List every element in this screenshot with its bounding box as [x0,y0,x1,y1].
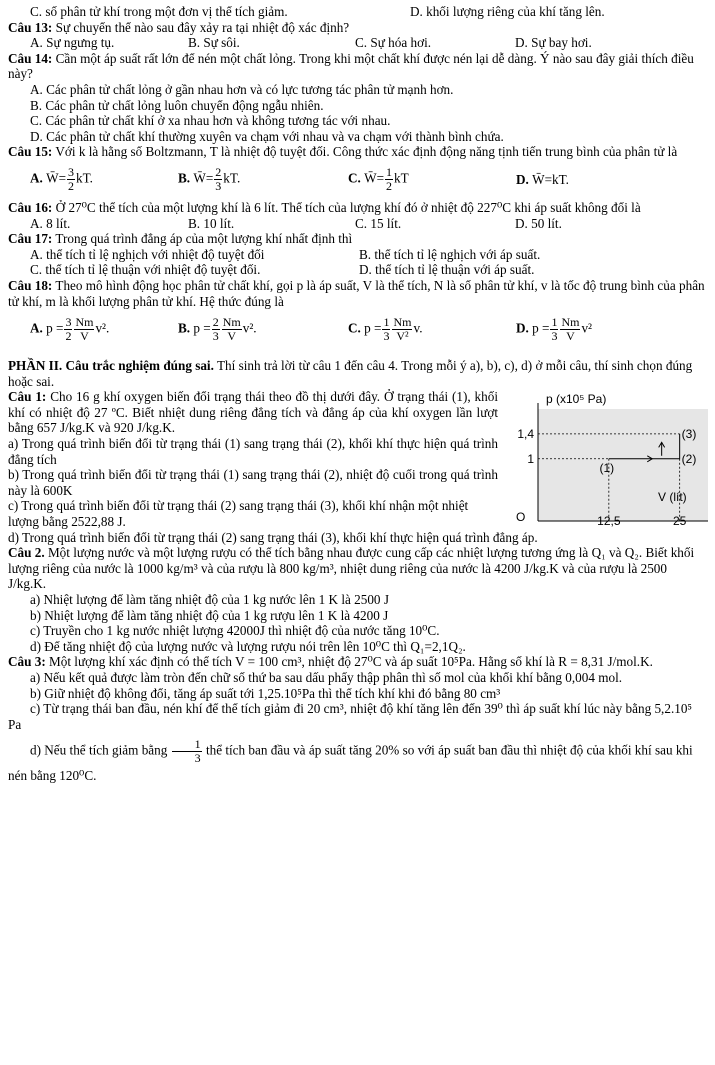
q13-option-c: C. Sự hóa hơi. [355,35,432,51]
q13-option-b: B. Sự sôi. [188,35,240,51]
fraction-denominator: 3 [212,328,219,343]
formula-fraction [550,316,558,343]
q17-options-ab [8,247,707,263]
fraction-numerator: Nm [75,314,94,329]
formula-fraction [392,316,412,343]
x-tick-label: 25 [672,514,687,529]
y-axis-label: p (x10⁵ Pa) [546,392,607,407]
q15-option-a [8,166,178,193]
q18-options [8,309,707,349]
fraction-denominator: 2 [386,179,393,194]
formula-lhs: p = [46,320,64,336]
formula-tail: kT. [223,170,241,186]
fraction-numerator: 1 [383,314,390,329]
q3-statement-b: b) Giữ nhiệt độ không đổi, tăng áp suất tới 1,25.10⁵Pa thì thể tích khí khi đó bằng 80 cm³ [30,685,501,701]
point-label: (1) [599,461,615,476]
formula-fraction [222,316,242,343]
part2-question-2: Câu 2. Một lượng nước và một lượng rượu có thể tích bằng nhau được cung cấp các nhiệt lượng tương ứng là Q₁ và Q₂. Biết khối lượng riêng của nước là 1000 kg/m³ và của rượu là 800 kg/m³, nhiệt dung riêng của nước là 4200 J/kg.K và của rượu là 2500 J/kg.K. [8,545,695,592]
formula-lhs: p = [364,320,382,336]
fraction-numerator: 1 [386,165,393,180]
x-tick-label: 12,5 [597,514,621,529]
y-tick-label: 1 [527,452,534,467]
formula-fraction [560,316,580,343]
fraction-numerator: Nm [222,314,241,329]
q17-option-c: C. thể tích tỉ lệ thuận với nhiệt độ tuyệt đối. [30,262,261,278]
q12-option-d: D. khối lượng riêng của khí tăng lên. [410,4,605,19]
question-18: Câu 18: Theo mô hình động học phân tử chất khí, gọi p là áp suất, V là thể tích, N là số phân tử khí, v là tốc độ trung bình của phân tử khí, m là khối lượng phân tử khí. Hệ thức đúng là [8,277,705,309]
question-17: Câu 17: Trong quá trình đẳng áp của một lượng khí nhất định thì [8,231,353,247]
part-2-heading: PHẦN II. Câu trắc nghiệm đúng sai. Thí sinh trả lời từ câu 1 đến câu 4. Trong mỗi ý a), b), c), d) ở mỗi câu, thí sinh chọn đúng hoặc sai. [8,358,693,389]
question-1-block [8,389,707,545]
fraction-numerator: Nm [561,314,580,329]
q14-option-a: A. Các phân tử chất lỏng ở gần nhau hơn và có lực tương tác phân tử mạnh hơn. [30,81,454,97]
q14-option-b: B. Các phân tử chất lỏng luôn chuyển động ngẫu nhiên. [30,97,324,113]
formula-fraction [64,316,72,343]
origin-label: O [516,510,526,525]
q16-option-a: A. 8 lít. [30,215,71,231]
formula-tail: v. [413,320,423,336]
fraction-numerator: Nm [393,314,412,329]
q2-statement-a: a) Nhiệt lượng để làm tăng nhiệt độ của 1 kg nước lên 1 K là 2500 J [30,592,389,607]
q13-option-a: A. Sự ngưng tụ. [30,35,115,51]
q3-statement-d: d) Nếu thể tích giảm bằng $\frac{1}{3}$ thể tích ban đầu và áp suất tăng 20% so với áp suất ban đầu thì nhiệt độ của khối khí sau khi nén bằng 120⁰C. [8,737,693,784]
fraction-denominator: 3 [383,328,390,343]
option-label: B. [178,320,194,336]
q1-statement-a: a) Trong quá trình biến đổi từ trạng thái (1) sang trạng thái (2), khối khí thực hiện quá trình đẳng tích [8,436,498,467]
q1-statement-b: b) Trong quá trình biến đổi từ trạng thái (1) sang trạng thái (2), nhiệt độ cuối trong quá trình này là 600K [8,467,498,498]
option-label: A. [30,320,47,336]
option-label: A. [30,170,47,186]
q1-statement-c: c) Trong quá trình biến đổi từ trạng thái (2) sang trạng thái (3), khối khí nhận một nhiệt lượng bằng 2522,88 J. [8,498,469,530]
formula-fraction [74,316,94,343]
fraction-denominator: 3 [215,179,222,194]
q18-option-c [348,316,516,343]
x-axis-label: V (lít) [658,490,687,505]
part2-question-3: Câu 3: Một lượng khí xác định có thể tích V = 100 cm³, nhiệt độ 27⁰C và áp suất 10⁵Pa. Hằng số khí là R = 8,31 J/mol.K. [8,654,653,670]
q17-options-cd [8,262,707,278]
formula-tail: kT. [76,170,93,186]
point-label: (2) [681,452,697,467]
document-page [8,4,707,787]
q3-statement-a: a) Nếu kết quả được làm tròn đến chữ số thứ ba sau dấu phẩy thập phân thì số mol của khối khí bằng 0,004 mol. [30,669,623,685]
formula-tail: v² [581,320,593,336]
q16-option-d: D. 50 lít. [515,215,562,231]
fraction-numerator: 2 [212,314,219,329]
point-label: (3) [681,427,697,442]
option-label: D. [516,320,533,336]
q15-option-b [178,166,348,193]
q17-option-a: A. thể tích tỉ lệ nghịch với nhiệt độ tuyệt đối [30,246,265,262]
q17-option-d: D. thể tích tỉ lệ thuận với áp suất. [359,262,535,278]
q1-statement-d: d) Trong quá trình biến đổi từ trạng thái (2) sang trạng thái (3), khối khí thực hiện quá trình đẳng áp. [8,529,538,545]
q14-option-d: D. Các phân tử chất khí thường xuyên va chạm với nhau và va chạm với thành bình chứa. [30,128,504,144]
pv-diagram [508,389,708,529]
y-tick-label: 1,4 [517,427,534,442]
q18-option-b [178,316,348,343]
q13-options [8,35,707,51]
formula-tail: kT [394,170,409,186]
formula-lhs: W̄= [193,170,214,186]
part2-question-1: Câu 1: Cho 16 g khí oxygen biến đổi trạng thái theo đồ thị dưới đây. Ở trạng thái (1), khối khí có nhiệt độ 27 ºC. Biết nhiệt dung riêng đẳng tích và đẳng áp của khí oxygen lần lượt bằng 657 J/kg.K và 920 J/kg.K. [8,389,498,436]
one-third-fraction: $\frac{1}{3}$ [172,738,202,765]
formula-tail: v². [95,320,110,336]
q18-option-d [516,316,686,343]
question-16: Câu 16: Ở 27⁰C thể tích của một lượng khí là 6 lít. Thể tích của lượng khí đó ở nhiệt độ 227⁰C khi áp suất không đổi là [8,199,641,215]
q13-option-d: D. Sự bay hơi. [515,35,592,51]
fraction-denominator: 2 [65,328,72,343]
fraction-denominator: V [227,328,237,343]
fraction-numerator: 2 [215,165,222,180]
question-13: Câu 13: Sự chuyển thể nào sau đây xảy ra tại nhiệt độ xác định? [8,19,350,35]
formula-lhs: p = [193,320,211,336]
formula-fraction [382,316,390,343]
formula-lhs: W̄= [364,170,385,186]
fraction-denominator: V [566,328,575,343]
q16-option-c: C. 15 lít. [355,215,402,231]
q17-option-b: B. thể tích tỉ lệ nghịch với áp suất. [359,246,541,262]
formula-fraction [385,166,393,193]
option-label: D. [516,171,533,187]
q16-option-b: B. 10 lít. [188,215,235,231]
q15-options [8,160,707,200]
q2-statement-c: c) Truyền cho 1 kg nước nhiệt lượng 42000J thì nhiệt độ của nước tăng 10⁰C. [30,623,440,639]
option-label: C. [348,170,365,186]
option-label: C. [348,320,365,336]
formula-lhs: W̄=kT. [532,171,569,187]
q15-option-c [348,166,516,193]
q14-option-c: C. Các phân tử chất khí ở xa nhau hơn và không tương tác với nhau. [30,113,391,129]
fraction-denominator: V [80,328,89,343]
formula-lhs: p = [532,320,550,336]
fraction-numerator: 1 [551,314,558,329]
question-15: Câu 15: Với k là hằng số Boltzmann, T là nhiệt độ tuyệt đối. Công thức xác định động năng tịnh tiến trung bình của phân tử là [8,144,678,160]
q12-option-c: C. số phân tử khí trong một đơn vị thể tích giảm. [30,4,288,19]
formula-lhs: W̄= [46,170,67,186]
q3-statement-c: c) Từ trạng thái ban đầu, nén khí để thể tích giảm đi 20 cm³, nhiệt độ khí tăng lên đến 39⁰ thì áp suất khí lúc này bằng 5,2.10⁵ Pa [8,701,693,732]
fraction-numerator: 3 [68,165,75,180]
q2-statement-d: d) Để tăng nhiệt độ của lượng nước và lượng rượu nói trên lên 10⁰C thì Q₁=2,1Q₂. [30,638,466,654]
q18-option-a [8,316,178,343]
q2-statement-b: b) Nhiệt lượng để làm tăng nhiệt độ của 1 kg rượu lên 1 K là 4200 J [30,607,389,623]
fraction-denominator: V² [396,328,409,343]
formula-fraction [214,166,222,193]
fraction-denominator: 2 [68,179,75,194]
formula-fraction [212,316,220,343]
question-14: Câu 14: Cần một áp suất rất lớn để nén một chất lỏng. Trong khi một chất khí được nén lại dễ dàng. Ý nào sau đây giải thích điều này? [8,50,694,82]
fraction-denominator: 3 [551,328,558,343]
q15-option-d [516,172,686,188]
formula-tail: v². [242,320,257,336]
formula-fraction [67,166,75,193]
q12-options-row [8,4,707,20]
q16-options [8,216,707,232]
fraction-numerator: 3 [65,314,72,329]
option-label: B. [178,170,194,186]
